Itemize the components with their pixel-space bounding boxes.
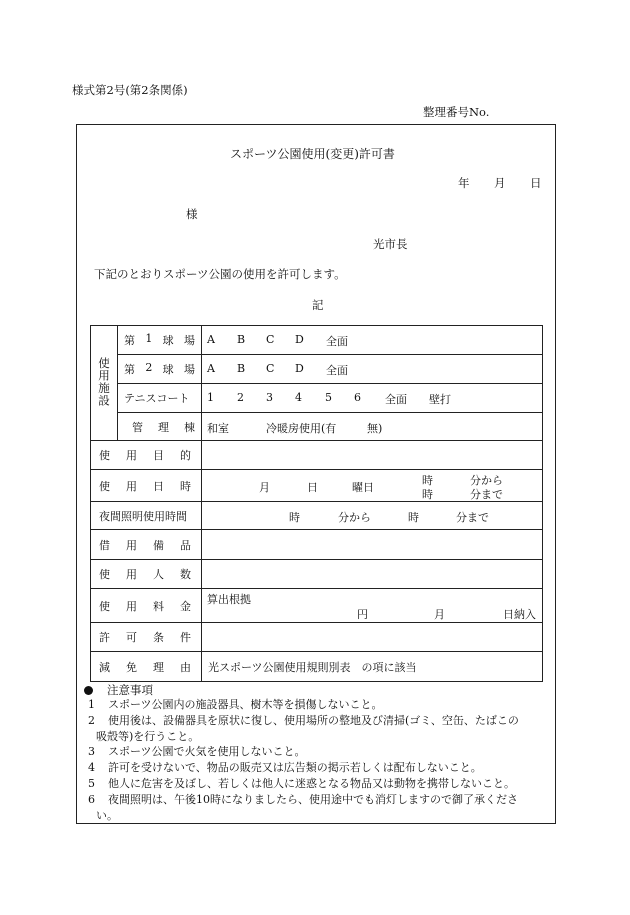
option-a[interactable]: A bbox=[207, 362, 215, 375]
table-row-tennis bbox=[91, 384, 543, 413]
tennis-label: テニスコート bbox=[118, 384, 202, 413]
option-c[interactable]: C bbox=[266, 362, 275, 375]
note-item-2: 2 使用後は、設備器具を原状に復し、使用場所の整地及び清掃(ゴミ、空缶、たばこの 吸殻等)を行うこと。 bbox=[88, 714, 519, 743]
ki-marker: 記 bbox=[312, 298, 324, 312]
note-item-3: 3 スポーツ公園で火気を使用しないこと。 bbox=[88, 745, 306, 758]
table-row-reduction bbox=[91, 652, 543, 682]
field1-options bbox=[202, 326, 543, 355]
fee-month-unit: 月 bbox=[434, 608, 445, 621]
night-start-minute: 分から bbox=[338, 511, 371, 524]
table-row-fee bbox=[91, 589, 543, 623]
purpose-field[interactable] bbox=[202, 441, 543, 470]
reduction-field[interactable]: 光スポーツ公園使用規則別表 の項に該当 bbox=[202, 652, 543, 682]
table-row-conditions bbox=[91, 623, 543, 652]
option-c[interactable]: C bbox=[266, 333, 275, 346]
night-lighting-label: 夜間照明使用時間 bbox=[91, 502, 202, 530]
court-full[interactable]: 全面 bbox=[385, 393, 407, 406]
datetime-day: 日 bbox=[307, 481, 318, 494]
table-row-field1 bbox=[91, 326, 543, 355]
datetime-start-hour: 時 bbox=[422, 474, 433, 487]
document-title: スポーツ公園使用(変更)許可書 bbox=[230, 147, 395, 161]
court-3[interactable]: 3 bbox=[266, 391, 273, 404]
note-item-6: 6 夜間照明は、午後10時になりましたら、使用途中でも消灯しますので御了承くださ い。 bbox=[88, 793, 518, 822]
table-row-building bbox=[91, 413, 543, 441]
datetime-label: 使 用 日 時 bbox=[91, 470, 202, 502]
japanese-room-option[interactable]: 和室 bbox=[207, 422, 229, 435]
datetime-weekday: 曜日 bbox=[352, 481, 374, 494]
notes-title: 注意事項 bbox=[84, 682, 153, 698]
conditions-field[interactable] bbox=[202, 623, 543, 652]
fee-field[interactable] bbox=[202, 589, 543, 623]
date-day: 日 bbox=[530, 176, 542, 190]
facility-group-label: 使用施設 bbox=[91, 326, 118, 441]
permit-table bbox=[90, 325, 543, 682]
night-end-hour: 時 bbox=[408, 511, 419, 524]
people-count-field[interactable] bbox=[202, 560, 543, 589]
note-item-5: 5 他人に危害を及ぼし、若しくは他人に迷惑となる物品又は動物を携帯しないこと。 bbox=[88, 777, 515, 790]
table-row-purpose bbox=[91, 441, 543, 470]
fee-basis-label: 算出根拠 bbox=[207, 593, 251, 606]
court-4[interactable]: 4 bbox=[295, 391, 302, 404]
option-a[interactable]: A bbox=[207, 333, 215, 346]
table-row-field2 bbox=[91, 355, 543, 384]
court-5[interactable]: 5 bbox=[325, 391, 332, 404]
datetime-end-hour: 時 bbox=[422, 488, 433, 501]
table-row-people bbox=[91, 560, 543, 589]
night-start-hour: 時 bbox=[289, 511, 300, 524]
addressee-suffix: 様 bbox=[186, 207, 198, 221]
tennis-options bbox=[202, 384, 543, 413]
issuer-name: 光市長 bbox=[373, 237, 408, 251]
fee-payment-day: 日納入 bbox=[503, 608, 536, 621]
datetime-field[interactable] bbox=[202, 470, 543, 502]
date-month: 月 bbox=[494, 176, 506, 190]
field2-options bbox=[202, 355, 543, 384]
option-full[interactable]: 全面 bbox=[326, 335, 348, 348]
court-6[interactable]: 6 bbox=[354, 391, 361, 404]
building-options bbox=[202, 413, 543, 441]
datetime-month: 月 bbox=[259, 481, 270, 494]
table-row-datetime bbox=[91, 470, 543, 502]
night-lighting-field[interactable] bbox=[202, 502, 543, 530]
conditions-label: 許 可 条 件 bbox=[91, 623, 202, 652]
purpose-label: 使 用 目 的 bbox=[91, 441, 202, 470]
option-d[interactable]: D bbox=[295, 362, 304, 375]
building-label: 管 理 棟 bbox=[118, 413, 202, 441]
option-d[interactable]: D bbox=[295, 333, 304, 346]
fee-label: 使 用 料 金 bbox=[91, 589, 202, 623]
equipment-label: 借 用 備 品 bbox=[91, 530, 202, 560]
date-year: 年 bbox=[458, 176, 470, 190]
permit-statement: 下記のとおりスポーツ公園の使用を許可します。 bbox=[94, 267, 346, 281]
night-end-minute: 分まで bbox=[456, 511, 489, 524]
court-wall[interactable]: 壁打 bbox=[429, 393, 451, 406]
option-b[interactable]: B bbox=[237, 362, 246, 375]
note-item-1: 1 スポーツ公園内の施設器具、樹木等を損傷しないこと。 bbox=[88, 698, 383, 711]
reference-number-label: 整理番号No. bbox=[423, 105, 490, 119]
people-count-label: 使 用 人 数 bbox=[91, 560, 202, 589]
equipment-field[interactable] bbox=[202, 530, 543, 560]
fee-yen-unit: 円 bbox=[357, 608, 368, 621]
court-2[interactable]: 2 bbox=[237, 391, 244, 404]
datetime-start-minute: 分から bbox=[470, 474, 503, 487]
datetime-end-minute: 分まで bbox=[470, 488, 503, 501]
field2-label: 第 2 球 場 bbox=[118, 355, 202, 384]
court-1[interactable]: 1 bbox=[207, 391, 214, 404]
field1-label: 第 1 球 場 bbox=[118, 326, 202, 355]
table-row-equipment bbox=[91, 530, 543, 560]
hvac-no-option[interactable]: 無) bbox=[367, 422, 383, 435]
bullet-icon bbox=[84, 686, 93, 695]
option-b[interactable]: B bbox=[237, 333, 246, 346]
note-item-4: 4 許可を受けないで、物品の販売又は広告類の掲示若しくは配布しないこと。 bbox=[88, 761, 482, 774]
option-full[interactable]: 全面 bbox=[326, 364, 348, 377]
hvac-yes-option[interactable]: 冷暖房使用(有 bbox=[266, 422, 337, 435]
reduction-label: 減 免 理 由 bbox=[91, 652, 202, 682]
form-number-header: 様式第2号(第2条関係) bbox=[72, 83, 188, 97]
table-row-night-lighting bbox=[91, 502, 543, 530]
